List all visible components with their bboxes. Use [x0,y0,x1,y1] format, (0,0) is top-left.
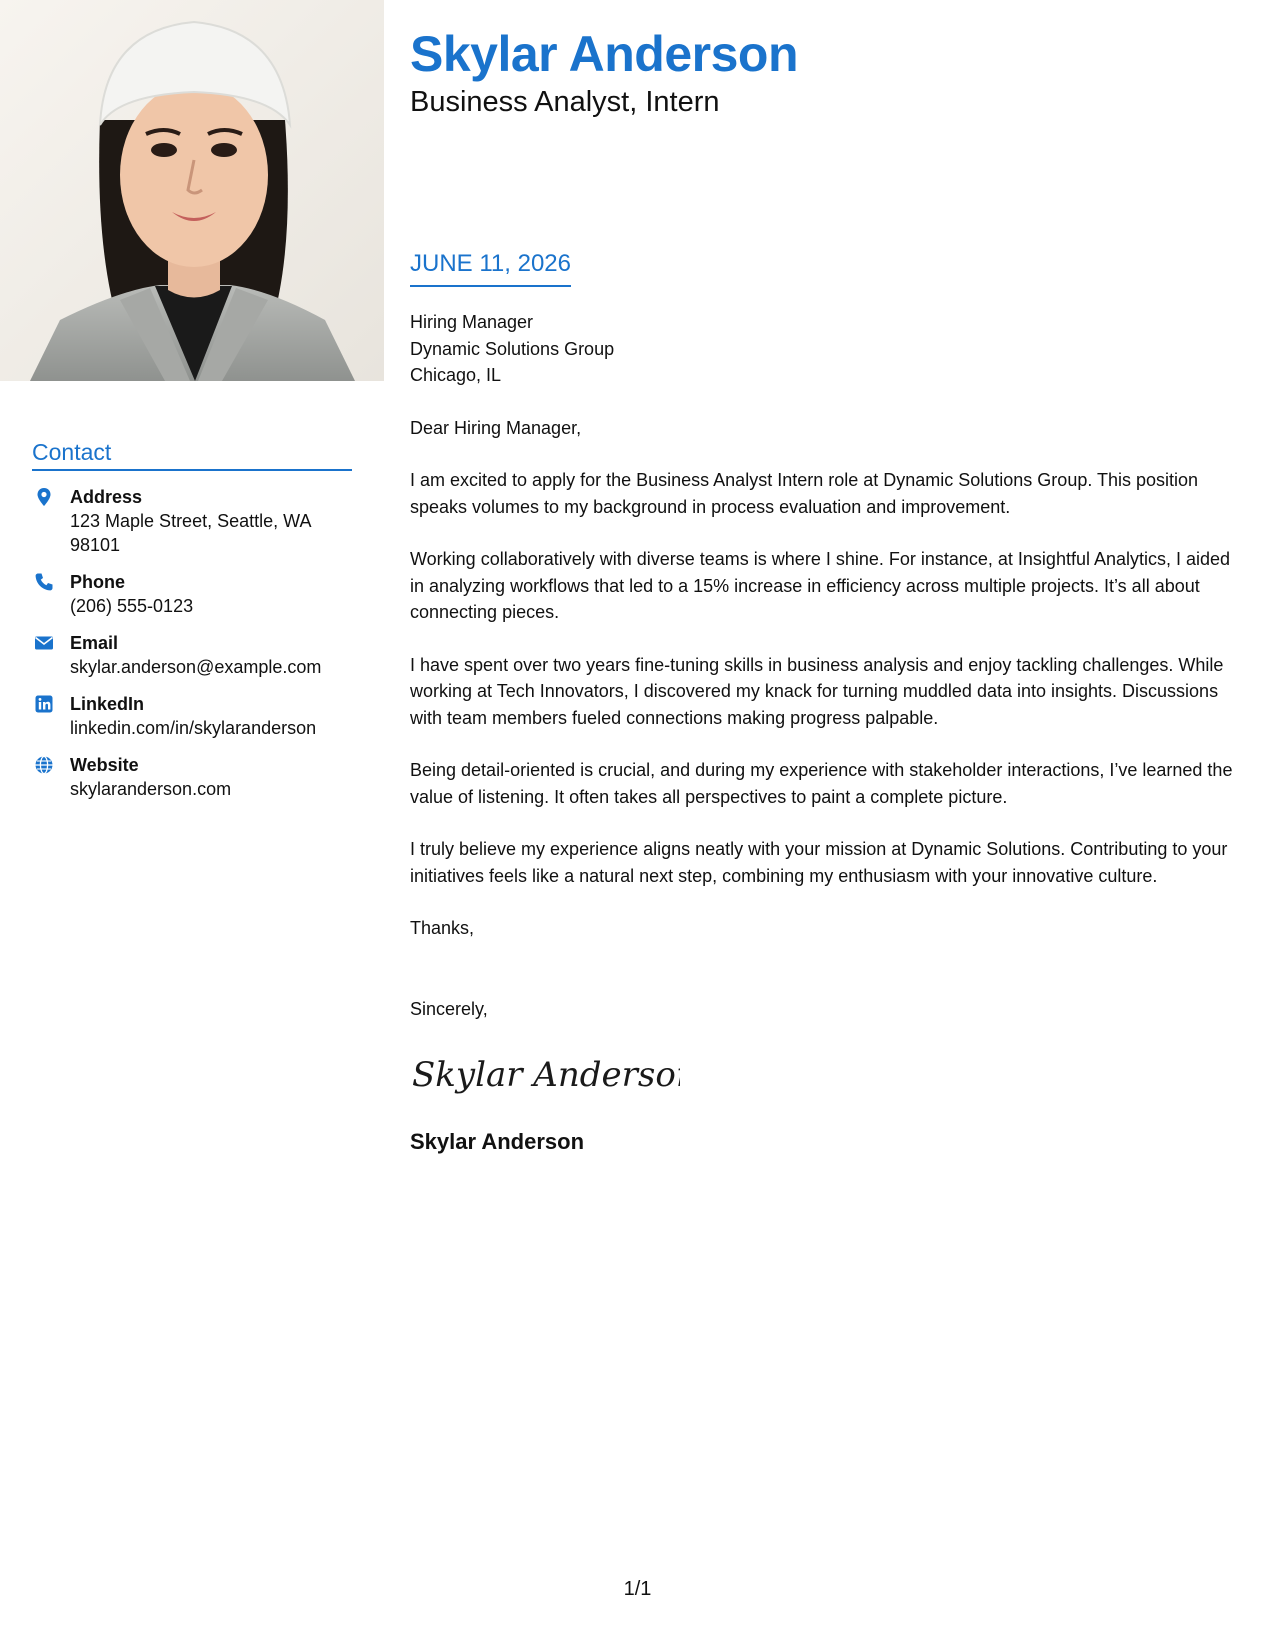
letter-header [410,24,1245,120]
portrait-illustration [0,0,384,381]
contact-address-label: Address [70,487,143,507]
handwritten-signature [410,1052,1245,1098]
recipient-block [410,309,1245,389]
contact-website-label: Website [70,755,139,775]
salutation: Dear Hiring Manager, [410,417,582,438]
signature-graphic [410,1052,680,1098]
contact-website-value[interactable]: skylaranderson.com [70,779,232,799]
contact-address-value: 123 Maple Street, Seattle, WA 98101 [70,511,311,555]
applicant-role: Business Analyst, Intern [410,86,720,118]
contact-phone [32,570,352,618]
contact-address [32,485,352,557]
linkedin-icon [34,694,54,714]
closing-thanks: Thanks, [410,918,475,938]
body-paragraph: I am excited to apply for the Business Analyst Intern role at Dynamic Solutions Group. This position speaks volumes to my background in process evaluation and improvement. [410,470,1199,517]
contact-email [32,631,352,679]
contact-heading: Contact [32,438,352,471]
body-paragraph: I truly believe my experience aligns neatly with your mission at Dynamic Solutions. Contributing to your initiatives feels like a natural next step, combining my enthusiasm with your innovative culture. [410,839,1228,886]
body-paragraph: Working collaboratively with diverse teams is where I shine. For instance, at Insightful Analytics, I aided in analyzing workflows that led to a 15% increase in efficiency across multiple projects. It’s all about connecting pieces. [410,549,1231,622]
signature-script: Skylar Anderson [412,1055,680,1095]
page-number: 1/1 [623,1578,652,1600]
profile-photo [0,0,384,381]
recipient-line: Hiring Manager [410,312,534,332]
contact-linkedin-value[interactable]: linkedin.com/in/skylaranderson [70,718,317,738]
map-pin-icon [34,487,54,507]
letter-body [410,309,1245,1156]
contact-phone-value: (206) 555-0123 [70,596,194,616]
closing: Sincerely, [410,998,488,1019]
envelope-icon [34,633,54,653]
phone-icon [34,572,54,592]
contact-phone-label: Phone [70,572,126,592]
letter-date: JUNE 11, 2026 [410,249,571,287]
signer-name: Skylar Anderson [410,1129,585,1154]
contact-linkedin [32,692,352,740]
contact-email-value: skylar.anderson@example.com [70,657,322,677]
globe-icon [34,755,54,775]
contact-linkedin-label: LinkedIn [70,694,145,714]
contact-email-label: Email [70,633,119,653]
body-paragraph: I have spent over two years fine-tuning skills in business analysis and enjoy tackling challenges. While working at Tech Innovators, I discovered my knack for turning muddled data into insights. Discussions with team members fueled connections making progress palpable. [410,654,1224,728]
recipient-line: Dynamic Solutions Group [410,338,615,359]
recipient-line: Chicago, IL [410,365,502,385]
applicant-name: Skylar Anderson [410,26,799,82]
contact-website [32,753,352,801]
contact-sidebar [32,438,352,814]
body-paragraph: Being detail-oriented is crucial, and during my experience with stakeholder interactions, I’ve learned the value of listening. It often takes all perspectives to paint a complete picture. [410,760,1233,807]
